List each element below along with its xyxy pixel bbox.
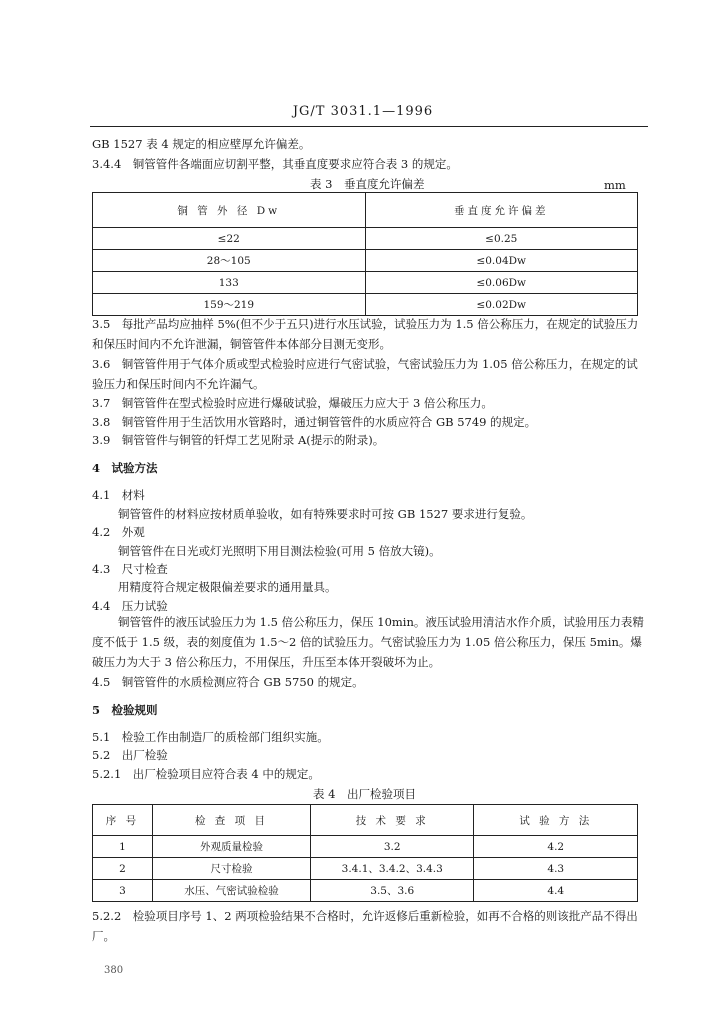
table-row <box>93 858 638 880</box>
col-header: 序 号 <box>93 805 153 836</box>
table-header-row <box>93 193 638 228</box>
clause-3-9: 3.9 铜管管件与铜管的钎焊工艺见附录 A(提示的附录)。 <box>92 433 385 447</box>
col-header: 技 术 要 求 <box>310 805 474 836</box>
clause-4-1-text: 铜管管件的材料应按材质单验收，如有特殊要求时可按 GB 1527 要求进行复验。 <box>118 507 533 521</box>
table-cell: 4.3 <box>474 858 638 880</box>
heading-4-3: 4.3 尺寸检查 <box>92 562 168 576</box>
table-row <box>93 880 638 902</box>
table-cell: 4.4 <box>474 880 638 902</box>
clause-4-4-text: 铜管管件的液压试验压力为 1.5 倍公称压力，保压 10min。液压试验用清洁水作介质，试验用压力表精度不低于 1.5 级，表的刻度值为 1.5～2 倍的试验压力。气密试验压力为 1.05 倍公称压力，保压 5min。爆破压力为大于 3 倍公称压力，不用保压，升压至本体开裂破坏为止。 <box>92 615 644 669</box>
heading-4-2: 4.2 外观 <box>92 525 145 539</box>
table-cell: 尺寸检验 <box>152 858 310 880</box>
table-cell: 外观质量检验 <box>152 836 310 858</box>
standard-header: JG/T 3031.1—1996 <box>292 104 434 119</box>
section-5-heading: 5 检验规则 <box>92 703 158 717</box>
col-header: 试 验 方 法 <box>474 805 638 836</box>
clause-5-2-2: 5.2.2 检验项目序号 1、2 两项检验结果不合格时，允许返修后重新检验，如再不合格的则该批产品不得出厂。 <box>92 909 638 943</box>
table4-factory-inspection <box>92 804 638 902</box>
table-cell: 1 <box>93 836 153 858</box>
table-cell: 水压、气密试验检验 <box>152 880 310 902</box>
table-cell: 133 <box>93 272 366 294</box>
table-row <box>93 836 638 858</box>
clause-4-2-text: 铜管管件在日光或灯光照明下用目测法检验(可用 5 倍放大镜)。 <box>118 544 441 558</box>
clause-3-6: 3.6 铜管管件用于气体介质或型式检验时应进行气密试验，气密试验压力为 1.05 倍公称压力，在规定的试验压力和保压时间内不允许漏气。 <box>92 357 638 391</box>
clause-3-7: 3.7 铜管管件在型式检验时应进行爆破试验，爆破压力应大于 3 倍公称压力。 <box>92 396 493 410</box>
table-cell: 3 <box>93 880 153 902</box>
heading-4-4: 4.4 压力试验 <box>92 599 168 613</box>
table-cell: 3.4.1、3.4.2、3.4.3 <box>310 858 474 880</box>
col-header: 检 查 项 目 <box>152 805 310 836</box>
table-cell: 3.2 <box>310 836 474 858</box>
clause-4-5: 4.5 铜管管件的水质检测应符合 GB 5750 的规定。 <box>92 675 364 689</box>
clause-5-2-1: 5.2.1 出厂检验项目应符合表 4 中的规定。 <box>92 767 320 781</box>
clause-5-1: 5.1 检验工作由制造厂的质检部门组织实施。 <box>92 730 329 744</box>
table-row <box>93 294 638 316</box>
section-4-heading: 4 试验方法 <box>92 461 158 475</box>
clause-3-8: 3.8 铜管管件用于生活饮用水管路时，通过铜管管件的水质应符合 GB 5749 的规定。 <box>92 415 537 429</box>
heading-4-1: 4.1 材料 <box>92 488 145 502</box>
clause-4-3-text: 用精度符合规定极限偏差要求的通用量具。 <box>118 580 337 594</box>
col-header: 铜 管 外 径 Dw <box>93 193 366 228</box>
table-cell: 2 <box>93 858 153 880</box>
table-cell: ≤22 <box>93 228 366 250</box>
table-cell: 159～219 <box>93 294 366 316</box>
table3-perpendicularity <box>92 192 638 316</box>
table-cell: 4.2 <box>474 836 638 858</box>
table-cell: 3.5、3.6 <box>310 880 474 902</box>
clause-3-4-4: 3.4.4 铜管管件各端面应切割平整，其垂直度要求应符合表 3 的规定。 <box>92 157 458 171</box>
table-cell: ≤0.06Dw <box>365 272 638 294</box>
table3-unit: mm <box>604 178 626 192</box>
table-cell: ≤0.04Dw <box>365 250 638 272</box>
heading-5-2: 5.2 出厂检验 <box>92 748 168 762</box>
table-cell: ≤0.02Dw <box>365 294 638 316</box>
table-row <box>93 250 638 272</box>
page-number: 380 <box>104 965 124 976</box>
table-header-row <box>93 805 638 836</box>
clause-3-5: 3.5 每批产品均应抽样 5%(但不少于五只)进行水压试验，试验压力为 1.5 倍公称压力，在规定的试验压力和保压时间内不允许泄漏，铜管管件本体部分目测无变形。 <box>92 317 639 351</box>
table-row <box>93 272 638 294</box>
table4-caption: 表 4 出厂检验项目 <box>313 787 416 801</box>
col-header: 垂直度允许偏差 <box>365 193 638 228</box>
continued-text: GB 1527 表 4 规定的相应壁厚允许偏差。 <box>92 137 311 151</box>
header-rule <box>90 126 648 127</box>
table-row <box>93 228 638 250</box>
table-cell: ≤0.25 <box>365 228 638 250</box>
table-cell: 28～105 <box>93 250 366 272</box>
table3-caption: 表 3 垂直度允许偏差 <box>310 177 425 191</box>
